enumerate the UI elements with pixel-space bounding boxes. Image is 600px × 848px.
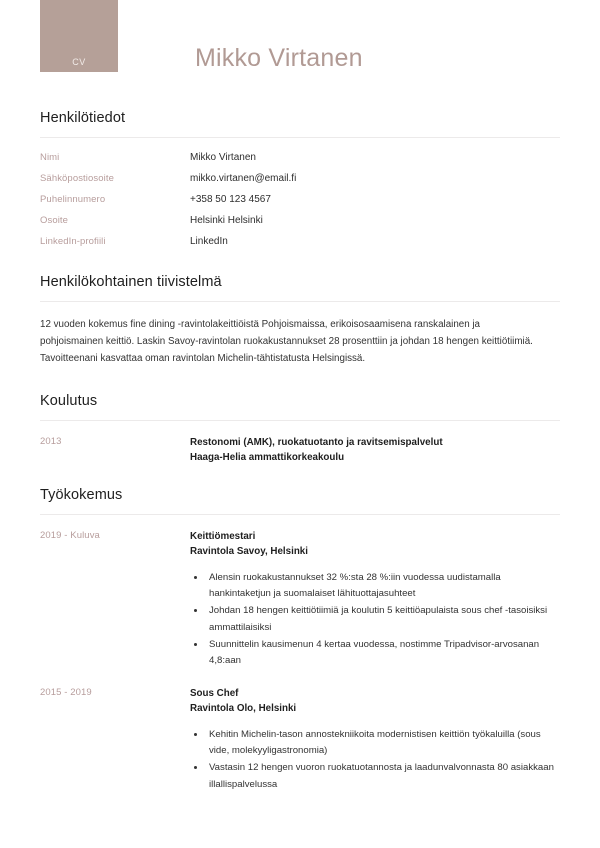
work-bullet: • Suunnittelin kausimenun 4 kertaa vuodessa, nostimme Tripadvisor-arvosanan 4,8:aan bbox=[206, 637, 558, 669]
detail-value-linkedin: LinkedIn bbox=[190, 236, 228, 247]
section-title-summary: Henkilökohtainen tiivistelmä bbox=[40, 274, 222, 290]
work-entries bbox=[40, 529, 560, 794]
section-education bbox=[40, 393, 560, 465]
summary-text: 12 vuoden kokemus fine dining -ravintolakeittiöistä Pohjoismaissa, erikoisosaamisena ranskalainen ja pohjoismainen keittiö. Laskin Savoy-ravintolan ruokakustannukset 28 prosenttiin ja johdan 18 hengen keittiötiimiä. Tavoitteenani kasvattaa oman ravintolan Michelin-tähtistatusta Helsingissä. bbox=[40, 319, 533, 364]
detail-row bbox=[40, 173, 560, 184]
work-entry bbox=[40, 529, 560, 670]
detail-label-email: Sähköpostiosoite bbox=[40, 173, 114, 184]
detail-value-address: Helsinki Helsinki bbox=[190, 215, 263, 226]
work-bullet: • Vastasin 12 hengen vuoron ruokatuotannosta ja laadunvalvonnasta 80 asiakkaan illallispalvelussa bbox=[206, 760, 558, 792]
work-entry-date: 2019 - Kuluva bbox=[40, 529, 100, 541]
section-title-personal-details: Henkilötiedot bbox=[40, 110, 126, 126]
work-entry-title: Sous Chef bbox=[190, 687, 239, 699]
detail-row bbox=[40, 152, 560, 163]
education-entry-degree: Restonomi (AMK), ruokatuotanto ja ravitsemispalvelut bbox=[190, 436, 443, 448]
work-entry-body bbox=[190, 529, 560, 670]
work-bullet: • Kehitin Michelin-tason annostekniikoita modernistisen keittiön työkaluilla (sous vide, molekyyligastronomia) bbox=[206, 727, 558, 759]
section-divider bbox=[40, 137, 560, 138]
section-work-experience bbox=[40, 487, 560, 794]
section-title-education: Koulutus bbox=[40, 392, 98, 409]
section-divider bbox=[40, 514, 560, 515]
work-entry-date: 2015 - 2019 bbox=[40, 686, 92, 698]
work-bullet: • Alensin ruokakustannukset 32 %:sta 28 %:iin vuodessa uudistamalla hankintaketjun ja suomalaiset lähituottajasuhteet bbox=[206, 570, 558, 602]
section-personal-details bbox=[40, 110, 560, 247]
detail-value-email: mikko.virtanen@email.fi bbox=[190, 173, 297, 184]
education-entry-date: 2013 bbox=[40, 435, 62, 447]
education-entry-body bbox=[190, 435, 560, 465]
detail-label-address: Osoite bbox=[40, 215, 69, 226]
section-divider bbox=[40, 301, 560, 302]
detail-label-linkedin: LinkedIn-profiili bbox=[40, 236, 106, 247]
detail-row bbox=[40, 215, 560, 226]
detail-value-name: Mikko Virtanen bbox=[190, 152, 256, 163]
section-summary bbox=[40, 274, 560, 368]
education-entry bbox=[40, 435, 560, 465]
work-entry-title: Keittiömestari bbox=[190, 530, 256, 542]
work-entry-body bbox=[190, 686, 560, 794]
cv-badge-label: CV bbox=[72, 57, 86, 67]
detail-row bbox=[40, 236, 560, 247]
education-entries bbox=[40, 435, 560, 465]
section-title-work-experience: Työkokemus bbox=[40, 486, 123, 503]
education-entry-school: Haaga-Helia ammattikorkeakoulu bbox=[190, 451, 345, 463]
work-entry-bullets bbox=[190, 727, 560, 792]
detail-value-phone: +358 50 123 4567 bbox=[190, 194, 271, 205]
work-entry-employer: Ravintola Savoy, Helsinki bbox=[190, 546, 308, 558]
cv-header bbox=[40, 0, 560, 110]
candidate-name: Mikko Virtanen bbox=[195, 44, 363, 72]
work-entry bbox=[40, 686, 560, 794]
detail-label-name: Nimi bbox=[40, 152, 60, 163]
detail-row bbox=[40, 194, 560, 205]
work-entry-employer: Ravintola Olo, Helsinki bbox=[190, 703, 297, 715]
personal-details-list bbox=[40, 152, 560, 247]
cv-badge bbox=[40, 0, 118, 72]
work-bullet: • Johdan 18 hengen keittiötiimiä ja koulutin 5 keittiöapulaista sous chef -tasoisiksi ammattilaisiksi bbox=[206, 603, 558, 635]
work-entry-bullets bbox=[190, 570, 560, 669]
section-divider bbox=[40, 420, 560, 421]
detail-label-phone: Puhelinnumero bbox=[40, 194, 106, 205]
